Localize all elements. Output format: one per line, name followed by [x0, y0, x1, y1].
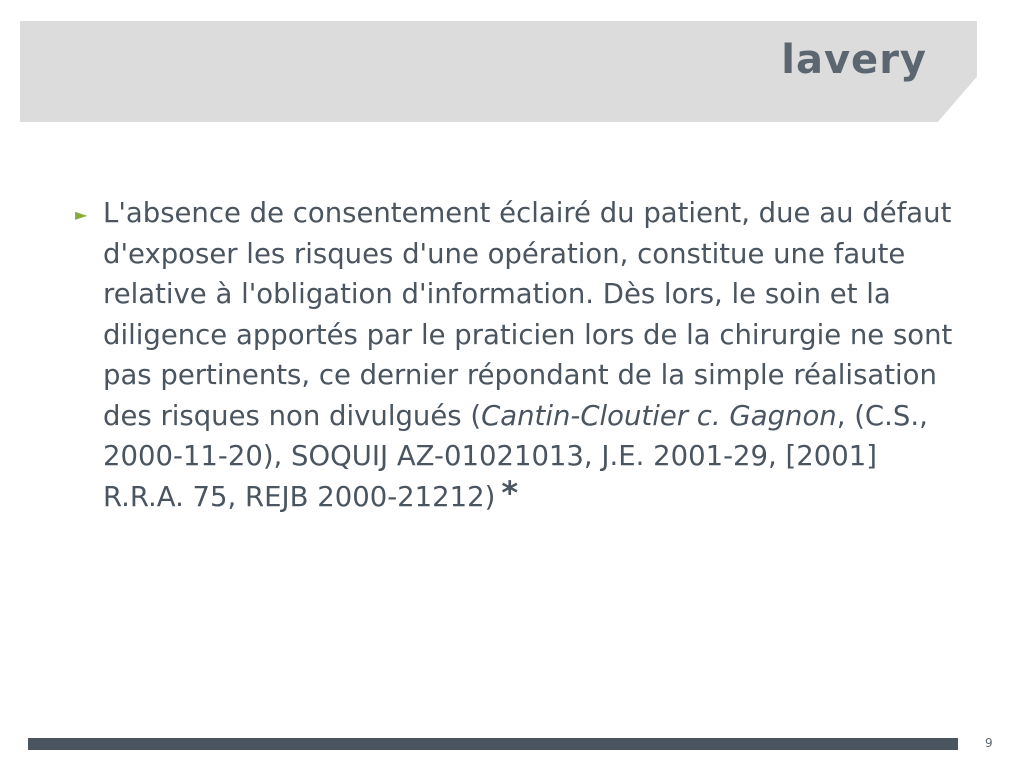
bullet-item [75, 193, 955, 517]
slide-content [75, 193, 955, 517]
footer-bar [28, 738, 958, 750]
asterisk-note-marker: * [501, 473, 519, 512]
bullet-text [103, 193, 955, 517]
bullet-text-citation: , (C.S., 2000-11-20), SOQUIJ AZ-01021013, J.E. 2001-29, [2001] R.R.A. 75, REJB 2000-21212) [103, 399, 928, 513]
lavery-logo: lavery [781, 37, 927, 83]
case-name: Cantin-Cloutier c. Gagnon [481, 399, 837, 432]
bullet-text-lead: L'absence de consentement éclairé du patient, due au défaut d'exposer les risques d'une opération, constitue une faute relative à l'obligation d'information. Dès lors, le soin et la diligence apportés par le praticien lors de la chirurgie ne sont pas pertinents, ce dernier répondant de la simple réalisation des risques non divulgués ( [103, 197, 953, 432]
page-number: 9 [985, 736, 993, 750]
triangle-bullet-icon: ► [75, 205, 88, 224]
